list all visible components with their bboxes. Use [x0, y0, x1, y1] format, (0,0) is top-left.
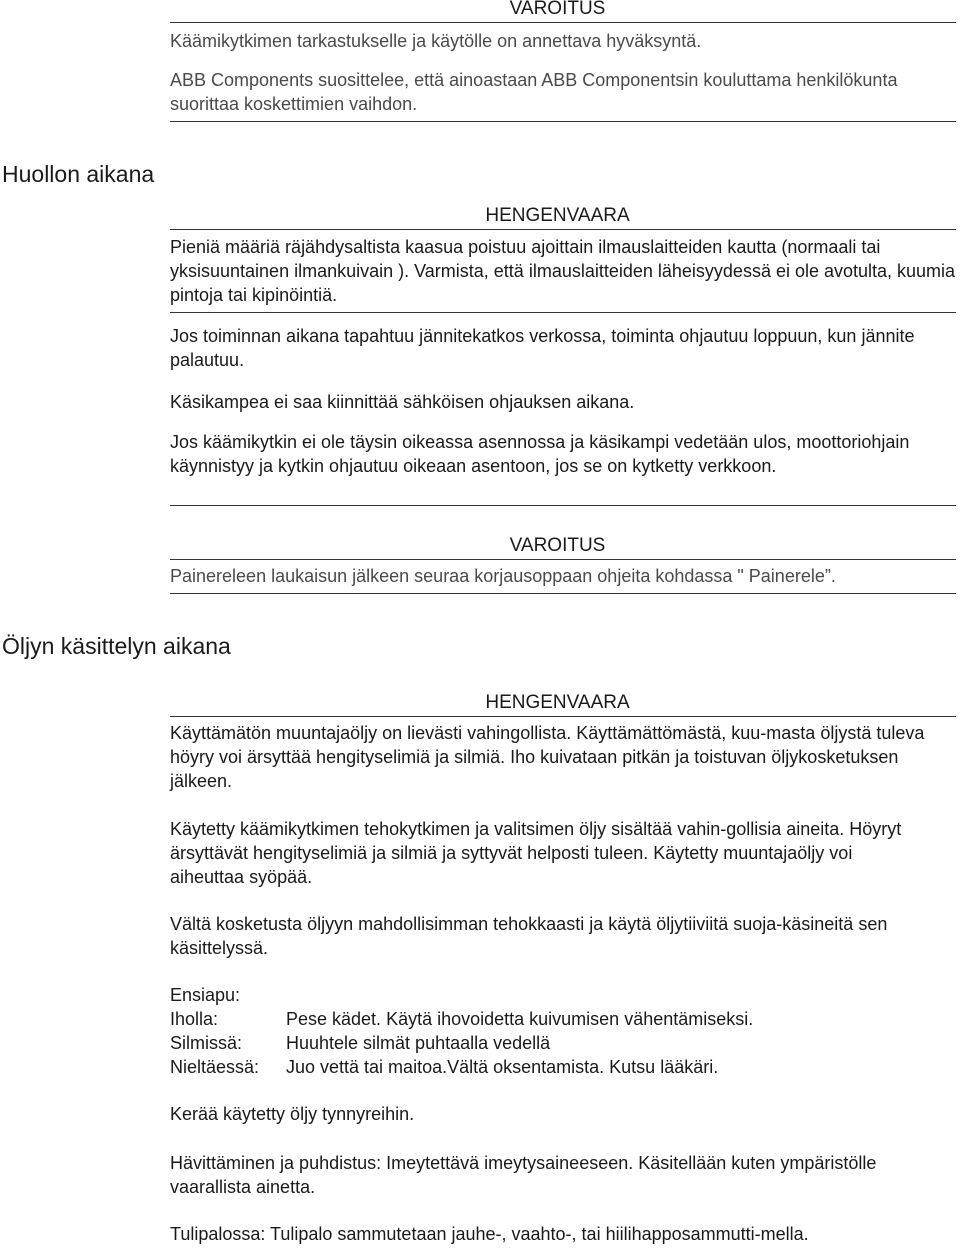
divider	[170, 121, 956, 122]
section-title-oil-handling: Öljyn käsittelyn aikana	[2, 633, 231, 659]
divider	[170, 559, 956, 560]
divider	[170, 22, 956, 23]
first-aid-text: Juo vettä tai maitoa.Vältä oksentamista. Kutsu lääkäri.	[286, 1057, 719, 1077]
section-title-maintenance: Huollon aikana	[2, 161, 155, 187]
divider	[170, 505, 956, 506]
paragraph-unused-oil: Käyttämätön muuntajaöljy on lievästi vahingollista. Käyttämättömästä, kuu-masta öljystä tuleva höyry voi ärsyttää hengityselimiä ja silmiä. Iho kuivataan pitkän ja toistuvan öljykosketuksen jälkeen.	[170, 723, 925, 791]
paragraph-switch-position: Jos käämikytkin ei ole täysin oikeassa asennossa ja käsikampi vedetään ulos, moottoriohjain käynnistyy ja kytkin ohjautuu oikeaan asentoon, jos se on kytketty verkkoon.	[170, 432, 910, 476]
pressure-relay-note: Painereleen laukaisun jälkeen seuraa korjausoppaan ohjeita kohdassa " Painerele”.	[170, 566, 836, 586]
divider	[170, 312, 956, 313]
abb-recommendation: ABB Components suosittelee, että ainoastaan ABB Componentsin kouluttama henkilökunta suorittaa koskettimien vaihdon.	[170, 70, 898, 114]
approval-note: Käämikytkimen tarkastukselle ja käytölle on annettava hyväksyntä.	[170, 31, 702, 51]
paragraph-disposal: Hävittäminen ja puhdistus: Imeytettävä imeytysaineeseen. Käsitellään kuten ympäristölle vaarallista ainetta.	[170, 1153, 877, 1197]
divider	[170, 716, 956, 717]
first-aid-title: Ensiapu:	[170, 985, 241, 1005]
first-aid-label: Iholla:	[170, 1009, 219, 1029]
divider	[170, 229, 956, 230]
paragraph-hand-crank: Käsikampea ei saa kiinnittää sähköisen ohjauksen aikana.	[170, 392, 635, 412]
warning-label: VAROITUS	[509, 535, 606, 556]
first-aid-label: Silmissä:	[170, 1033, 243, 1053]
paragraph-used-oil: Käytetty käämikytkimen tehokytkimen ja valitsimen öljy sisältää vahin-gollisia aineita. Höyryt ärsyttävät hengityselimiä ja silmiä ja syttyvät helposti tuleen. Käytetty muuntajaöljy voi aiheuttaa syöpää.	[170, 819, 902, 887]
first-aid-label: Nieltäessä:	[170, 1057, 260, 1077]
paragraph-voltage-drop: Jos toiminnan aikana tapahtuu jännitekatkos verkossa, toiminta ohjautuu loppuun, kun jännite palautuu.	[170, 326, 915, 370]
paragraph-fire: Tulipalossa: Tulipalo sammutetaan jauhe-, vaahto-, tai hiilihapposammutti-mella.	[170, 1224, 809, 1244]
paragraph-gas-warning: Pieniä määriä räjähdysaltista kaasua poistuu ajoittain ilmauslaitteiden kautta (normaali tai yksisuuntainen ilmankuivain ). Varmista, että ilmauslaitteiden läheisyydessä ei ole avotulta, kuumia pintoja tai kipinöintiä.	[170, 237, 956, 305]
danger-label: HENGENVAARA	[485, 205, 630, 226]
warning-label: VAROITUS	[509, 0, 606, 19]
first-aid-text: Pese kädet. Käytä ihovoidetta kuivumisen vähentämiseksi.	[286, 1009, 754, 1029]
paragraph-collect-oil: Kerää käytetty öljy tynnyreihin.	[170, 1104, 415, 1124]
divider	[170, 593, 956, 594]
paragraph-avoid-contact: Vältä kosketusta öljyyn mahdollisimman tehokkaasti ja käytä öljytiiviitä suoja-käsineitä sen käsittelyssä.	[170, 914, 888, 958]
first-aid-text: Huuhtele silmät puhtaalla vedellä	[286, 1033, 551, 1053]
danger-label: HENGENVAARA	[485, 692, 630, 713]
